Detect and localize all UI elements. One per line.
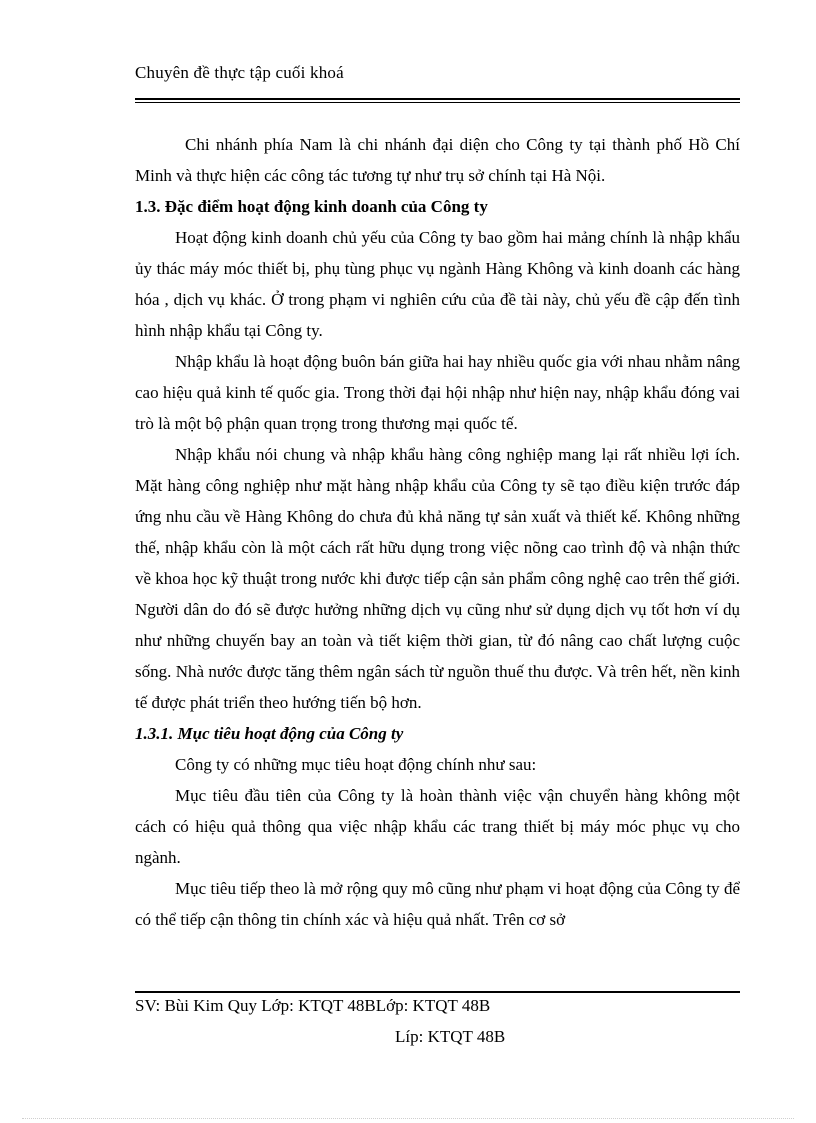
page-bottom-edge — [22, 1118, 794, 1119]
paragraph-goal-next: Mục tiêu tiếp theo là mở rộng quy mô cũng như phạm vi hoạt động của Công ty để có thể tiếp cận thông tin chính xác và hiệu quả nhất. Trên cơ sở — [135, 879, 740, 929]
header-rule-top — [135, 98, 740, 100]
footer-rule — [135, 991, 740, 993]
paragraph-import-definition: Nhập khẩu là hoạt động buôn bán giữa hai hay nhiều quốc gia với nhau nhằm nâng cao hiệu quả kinh tế quốc gia. Trong thời đại hội nhập như hiện nay, nhập khẩu đóng vai trò là một bộ phận quan trọng trong thương mại quốc tế. — [135, 352, 740, 433]
subsection-heading-1-3-1: 1.3.1. Mục tiêu hoạt động của Công ty — [135, 724, 404, 743]
footer-student-info: SV: Bùi Kim Quy Lớp: KTQT 48BLớp: KTQT 48B — [135, 996, 491, 1015]
footer-class-info: Líp: KTQT 48B — [395, 1027, 506, 1046]
paragraph-branch-south: Chi nhánh phía Nam là chi nhánh đại diện cho Công ty tại thành phố Hồ Chí Minh và thực hiện các công tác tương tự như trụ sở chính tại Hà Nội. — [135, 135, 740, 185]
paragraph-business-activities: Hoạt động kinh doanh chủ yếu của Công ty bao gồm hai mảng chính là nhập khẩu ủy thác máy móc thiết bị, phụ tùng phục vụ ngành Hàng Không và kinh doanh các hàng hóa , dịch vụ khác. Ở trong phạm vi nghiên cứu của đề tài này, chủ yếu đề cập đến tình hình nhập khẩu tại Công ty. — [135, 228, 740, 340]
section-heading-1-3: 1.3. Đặc điểm hoạt động kinh doanh của Công ty — [135, 197, 488, 216]
page-header-title: Chuyên đề thực tập cuối khoá — [135, 63, 344, 82]
header-rule-bottom — [135, 102, 740, 103]
paragraph-goal-first: Mục tiêu đầu tiên của Công ty là hoàn thành việc vận chuyển hàng không một cách có hiệu quả thông qua việc nhập khẩu các trang thiết bị máy móc phục vụ cho ngành. — [135, 786, 740, 867]
paragraph-goals-intro: Công ty có những mục tiêu hoạt động chính như sau: — [175, 755, 537, 774]
paragraph-import-benefits: Nhập khẩu nói chung và nhập khẩu hàng công nghiệp mang lại rất nhiều lợi ích. Mặt hàng công nghiệp như mặt hàng nhập khẩu của Công ty sẽ tạo điều kiện trước đáp ứng nhu cầu về Hàng Không do chưa đủ khả năng tự sản xuất và thiết kế. Không những thế, nhập khẩu còn là một cách rất hữu dụng trong việc nõng cao trình độ và nhận thức về khoa học kỹ thuật trong nước khi được tiếp cận sản phẩm công nghệ cao trên thế giới. Người dân do đó sẽ được hưởng những dịch vụ cũng như sử dụng dịch vụ tốt hơn ví dụ như những chuyến bay an toàn và tiết kiệm thời gian, từ đó nâng cao chất lượng cuộc sống. Nhà nước được tăng thêm ngân sách từ nguồn thuế thu được. Và trên hết, nền kinh tế được phát triển theo hướng tiến bộ hơn. — [135, 445, 740, 712]
document-body — [135, 129, 740, 935]
